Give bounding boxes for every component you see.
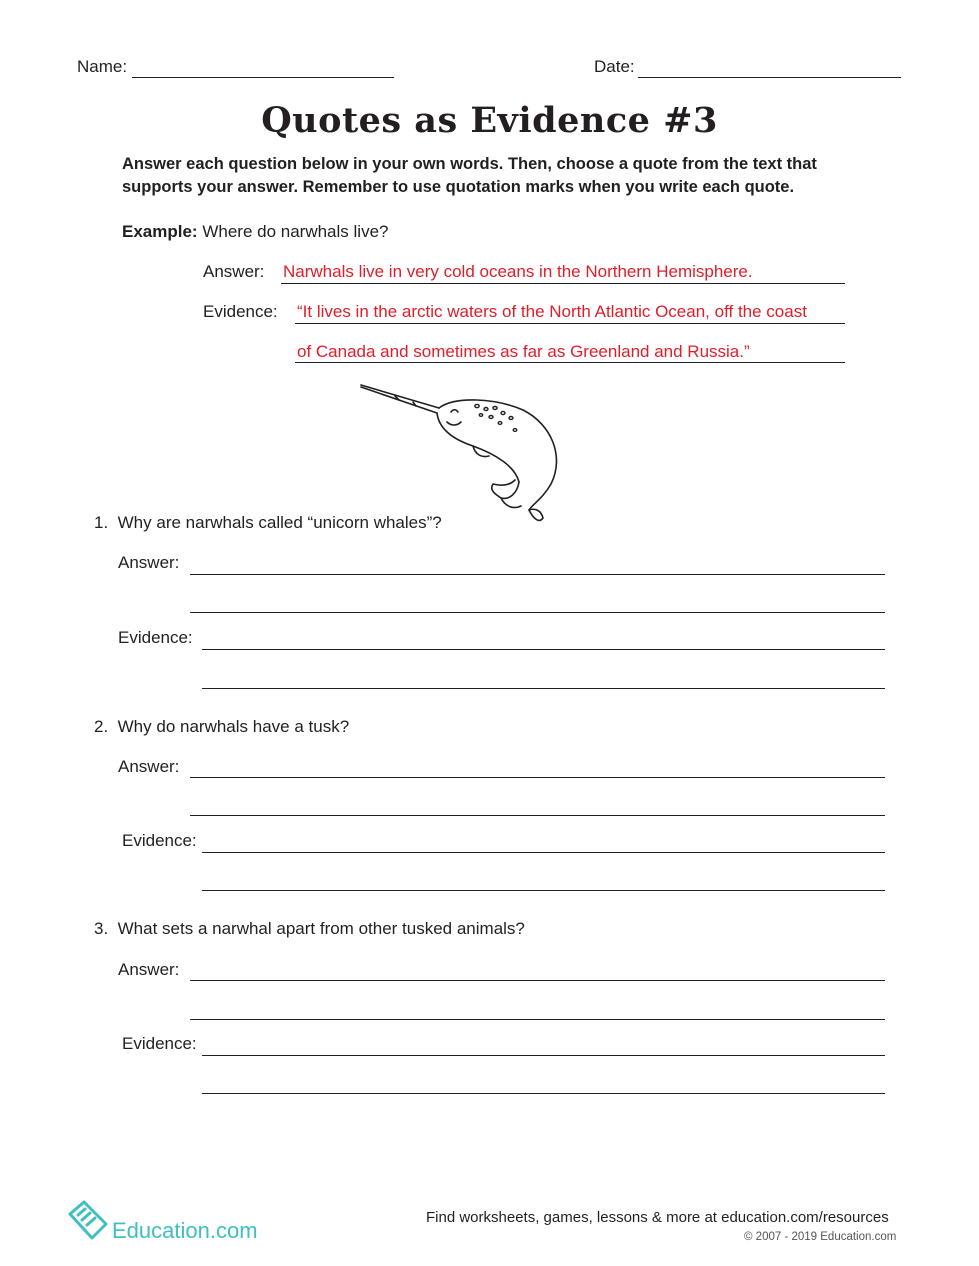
example-answer-line [281,283,845,284]
q3-evidence-line-2[interactable] [202,1093,885,1094]
q2-answer-line-1[interactable] [190,777,885,778]
brand-name[interactable]: Education.com [112,1218,258,1243]
date-label: Date: [594,57,635,76]
question-number: 2. [94,717,109,736]
q3-answer-line-1[interactable] [190,980,885,981]
q3-answer-label: Answer: [118,960,180,979]
question-number: 1. [94,513,109,532]
question-number: 3. [94,919,109,938]
question-2 [94,717,349,737]
narwhal-icon [355,378,565,526]
question-text: Why are narwhals called “unicorn whales”? [117,513,442,532]
example-evidence-line-1 [295,323,845,324]
name-line[interactable] [132,77,394,78]
q1-answer-line-2[interactable] [190,612,885,613]
q1-answer-label: Answer: [118,553,180,572]
example-answer-label: Answer: [203,262,265,281]
q1-evidence-label: Evidence: [118,628,193,647]
question-text: Why do narwhals have a tusk? [117,717,350,736]
question-3 [94,919,525,939]
footer-tagline[interactable]: Find worksheets, games, lessons & more at education.com/resources [426,1209,889,1226]
example-question: Where do narwhals live? [202,222,389,241]
example-label: Example: [122,222,198,241]
q3-evidence-line-1[interactable] [202,1055,885,1056]
q2-answer-line-2[interactable] [190,815,885,816]
q1-answer-line-1[interactable] [190,574,885,575]
name-label: Name: [77,57,128,76]
copyright: © 2007 - 2019 Education.com [744,1231,897,1243]
example-evidence-label: Evidence: [203,302,278,321]
page-title: Quotes as Evidence #3 [261,100,718,141]
instructions: Answer each question below in your own words. Then, choose a quote from the text that supports your answer. Remember to use quotation marks when you write each quote. [122,155,817,196]
q2-answer-label: Answer: [118,757,180,776]
date-line[interactable] [638,77,901,78]
example-evidence-text-2: of Canada and sometimes as far as Greenland and Russia.” [297,342,750,361]
question-text: What sets a narwhal apart from other tusked animals? [117,919,525,938]
q1-evidence-line-1[interactable] [202,649,885,650]
q3-answer-line-2[interactable] [190,1019,885,1020]
q2-evidence-label: Evidence: [122,831,197,850]
q3-evidence-label: Evidence: [122,1034,197,1053]
example-evidence-text-1: “It lives in the arctic waters of the North Atlantic Ocean, off the coast [297,302,807,321]
q2-evidence-line-2[interactable] [202,890,885,891]
example-block [122,222,388,242]
example-answer-text: Narwhals live in very cold oceans in the Northern Hemisphere. [283,262,753,281]
education-logo-icon [66,1198,110,1242]
q1-evidence-line-2[interactable] [202,688,885,689]
q2-evidence-line-1[interactable] [202,852,885,853]
question-1 [94,513,442,533]
example-evidence-line-2 [295,362,845,363]
